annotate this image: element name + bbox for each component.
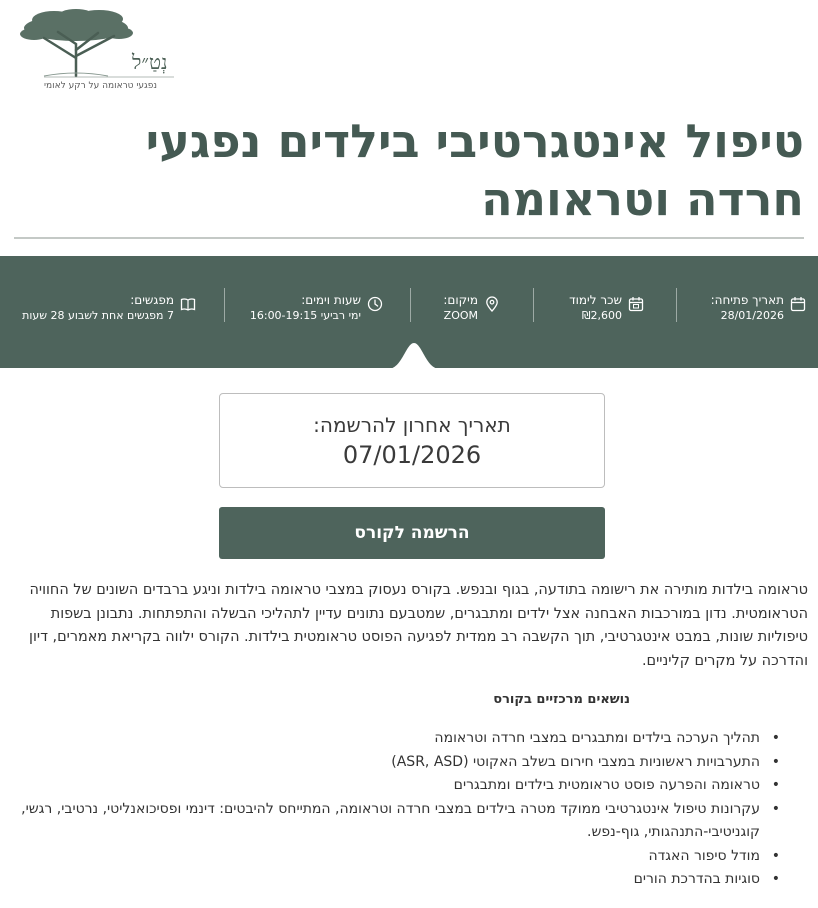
info-opening-label: תאריך פתיחה: — [710, 293, 784, 307]
info-location-value: ZOOM — [443, 309, 478, 322]
info-opening-value: 28/01/2026 — [720, 309, 784, 322]
info-location — [443, 292, 500, 332]
info-hours-label: שעות וימים: — [301, 293, 361, 307]
logo-tagline: נפגעי טראומה על רקע לאומי — [44, 81, 157, 91]
book-icon — [180, 296, 196, 312]
bullet-icon: • — [771, 871, 780, 887]
location-pin-icon — [484, 296, 500, 312]
list-item — [8, 727, 788, 751]
bullet-icon: • — [771, 777, 780, 793]
list-item — [8, 845, 788, 869]
info-meetings-value: 7 מפגשים אחת לשבוע 28 שעות — [22, 309, 174, 322]
deadline-date: 07/01/2026 — [342, 441, 482, 469]
info-location-label: מיקום: — [443, 293, 478, 307]
calendar-icon — [790, 296, 806, 312]
info-divider — [410, 288, 411, 322]
bullet-icon: • — [771, 847, 780, 864]
topic-text: התערבויות ראשוניות במצבי חירום בשלב האקוטי (ASR, ASD) — [391, 753, 760, 770]
topic-text: מודל סיפור האגדה — [648, 847, 760, 864]
topic-text: תהליך הערכה בילדים ומתבגרים במצבי חרדה וטראומה — [434, 730, 760, 746]
info-hours — [250, 292, 383, 332]
info-tuition-value: ₪2,600 — [581, 309, 622, 322]
list-item — [8, 774, 788, 798]
bullet-icon: • — [771, 730, 780, 746]
info-divider — [533, 288, 534, 322]
topics-list — [8, 727, 788, 892]
bullet-icon: • — [771, 800, 780, 817]
list-item — [8, 751, 788, 775]
course-description: טראומה בילדות מותירה את רישומה בתודעה, בגוף ובנפש. בקורס נעסוק במצבי טראומה בילדות וניגע ברבדים השונים של החוויה הטראומטית. נדון במורכבות האבחנה אצל ילדים ומתבגרים, שמטבעם נתונים עדיין לתהליכי הבשלה והתפתחות. נתבונן בשפות טיפוליות שונות, במבט אינטגרטיבי, תוך הקשבה רב ממדית לפגיעה הפוסט טראומטית בילדות. הקורס ילווה בקריאת מאמרים, דיון והדרכה על מקרים קליניים. — [29, 582, 808, 669]
info-hours-value: ימי רביעי 16:00-19:15 — [249, 309, 361, 322]
topic-text: טראומה והפרעה פוסט טראומטית בילדים ומתבגרים — [453, 777, 760, 793]
list-item — [8, 798, 788, 845]
topics-heading: נושאים מרכזיים בקורס — [493, 692, 630, 707]
info-meetings — [22, 292, 196, 332]
title-divider — [14, 237, 804, 239]
info-tuition-label: שכר לימוד — [569, 293, 622, 307]
info-meetings-label: מפגשים: — [130, 293, 174, 307]
info-bar-notch — [388, 341, 440, 369]
list-item — [8, 868, 788, 892]
bullet-icon: • — [771, 753, 780, 770]
register-button[interactable]: הרשמה לקורס — [219, 507, 605, 559]
page-title: טיפול אינטגרטיבי בילדים נפגעי חרדה וטראומה — [145, 114, 804, 226]
info-opening-date — [711, 292, 806, 332]
topic-text: עקרונות טיפול אינטגרטיבי ממוקד מטרה בילדים במצבי חרדה וטראומה, המתייחס להיבטים: דינמי ופסיכואנליטי, נרטיבי, רגשי, קוגניטיבי-התנהגותי, גוף-נפש. — [21, 800, 760, 840]
tree-icon — [14, 6, 179, 92]
deadline-label: תאריך אחרון להרשמה: — [313, 413, 511, 437]
registration-deadline-box — [219, 393, 605, 488]
topic-text: סוגיות בהדרכת הורים — [633, 871, 760, 887]
clock-icon — [367, 296, 383, 312]
logo[interactable] — [14, 6, 179, 92]
info-tuition — [569, 292, 644, 332]
info-divider — [676, 288, 677, 322]
calendar-money-icon — [628, 296, 644, 312]
logo-name: נְטַ״ל — [132, 50, 168, 74]
info-divider — [224, 288, 225, 322]
